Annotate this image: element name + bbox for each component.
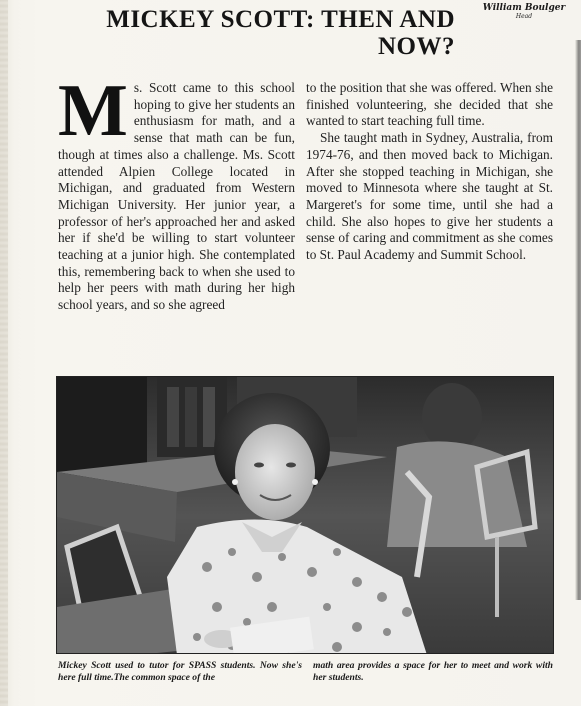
byline	[478, 3, 570, 20]
drop-cap: M	[58, 70, 128, 152]
article-paragraph: to the position that she was offered. When she finished volunteering, she decided that she wanted to start teaching full time.	[306, 80, 553, 129]
article-paragraph: She taught math in Sydney, Australia, from 1974-76, and then moved back to Michigan. After she stopped teaching in Michigan, she moved to Minnesota where she taught at St. Margeret's for some time, until she had a child. She also hopes to give her students a sense of caring and commitment as she comes to St. Paul Academy and Summit School.	[306, 130, 553, 263]
article-column-1	[58, 70, 295, 314]
byline-role: Head	[515, 13, 533, 20]
page-spine	[0, 0, 8, 706]
byline-name: William Boulger	[482, 3, 566, 13]
article-column-2	[306, 80, 553, 264]
page-edge-shadow	[575, 40, 581, 600]
article-headline: MICKEY SCOTT: THEN AND NOW?	[106, 6, 455, 60]
photo-illustration	[57, 377, 554, 654]
photo-caption-part-1: Mickey Scott used to tutor for SPASS students. Now she's here full time.The common space of the	[58, 660, 302, 683]
photo-caption-part-2: math area provides a space for her to meet and work with her students.	[313, 660, 553, 683]
article-paragraph: s. Scott came to this school hoping to give her students an enthusiasm for math, and a sense that math can be fun, though at times also a challenge. Ms. Scott attended Alpien College located in Michigan, and graduated from Western Michigan University. Her junior year, a professor of her's approached her and asked her if she'd be willing to start volunteer teaching at a junior high. She contemplated this, remembering back to when she used to help her peers with math during her high school years, and so she agreed	[58, 80, 295, 313]
portrait-photo	[56, 376, 554, 654]
